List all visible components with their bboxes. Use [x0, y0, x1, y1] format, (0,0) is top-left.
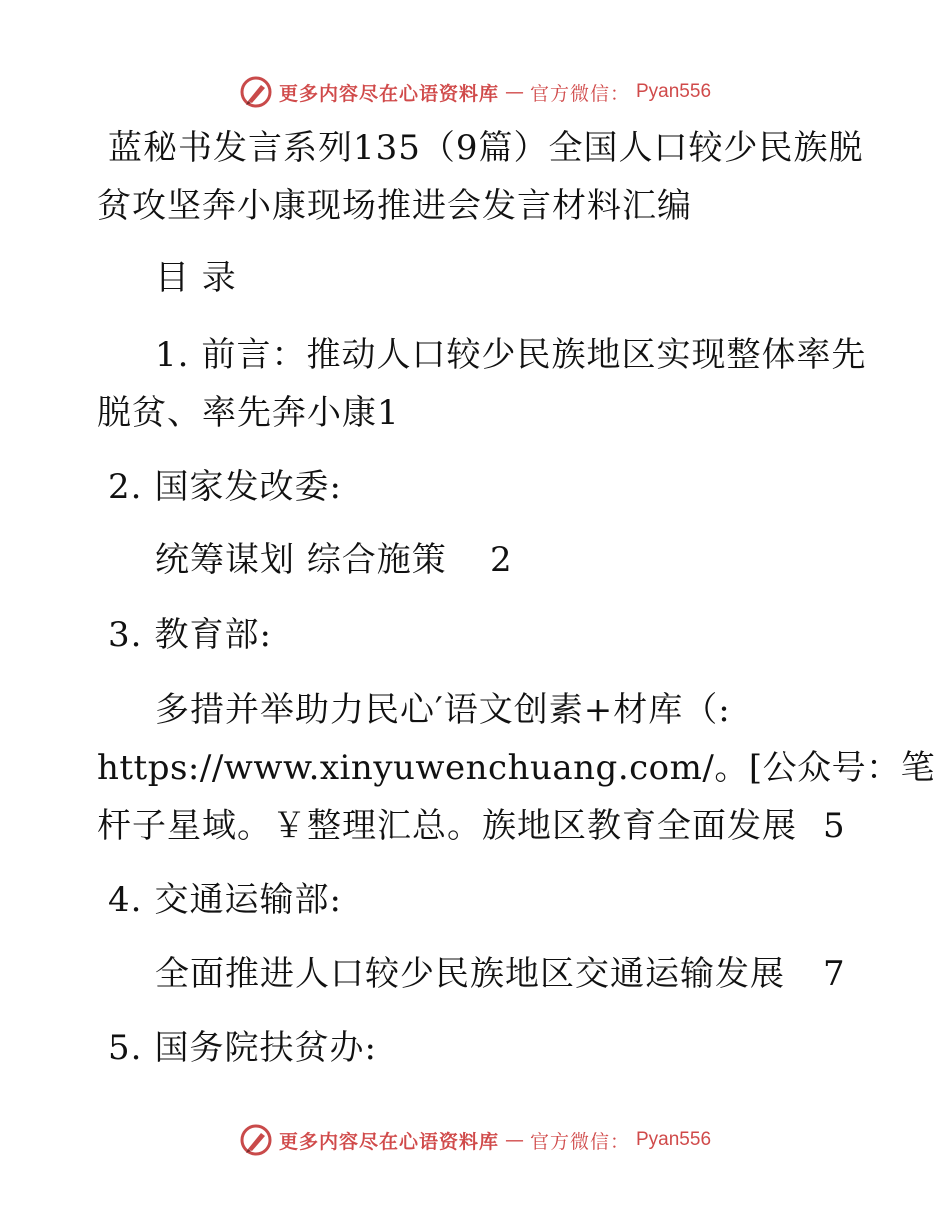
- toc-entry-2-org: [108, 467, 342, 507]
- banner-wechat-id: Pyan556: [636, 81, 712, 102]
- toc-entry-org: 国家发改委:: [154, 467, 342, 507]
- toc-entry-org: 国务院扶贫办:: [154, 1028, 377, 1068]
- toc-entry-page-number: 5: [823, 806, 846, 846]
- pen-logo-icon: [239, 1123, 273, 1157]
- toc-heading: 目 录: [155, 258, 237, 298]
- toc-entry-1-line-1: [155, 335, 866, 375]
- toc-entry-text: 前言：推动人口较少民族地区实现整体率先: [201, 335, 867, 375]
- toc-entry-org: 教育部:: [154, 615, 272, 655]
- banner-main-text: 更多内容尽在心语资料库: [278, 1130, 499, 1153]
- banner-main-text: 更多内容尽在心语资料库: [278, 82, 499, 105]
- toc-entry-number: 2.: [108, 467, 143, 507]
- pen-logo-icon: [239, 75, 273, 109]
- toc-entry-number: 5.: [108, 1028, 143, 1068]
- banner-wechat-label: 官方微信：: [529, 82, 630, 105]
- document-title-line-2: 贫攻坚奔小康现场推进会发言材料汇编: [97, 186, 692, 226]
- watermark-banner-bottom: [0, 1120, 950, 1160]
- banner-wechat-label: 官方微信：: [529, 1130, 630, 1153]
- toc-entry-3-item-line-1: 多措并举助力民心′语文创素+材库（:: [155, 690, 731, 730]
- toc-entry-2-item: [155, 540, 815, 580]
- banner-dash: —: [504, 1129, 524, 1151]
- watermark-banner-top: [0, 72, 950, 112]
- toc-entry-page-number: 7: [823, 954, 846, 994]
- toc-entry-3-item-line-2: https://www.xinyuwenchuang.com/。[公众号：笔: [97, 748, 936, 788]
- toc-entry-3-org: [108, 615, 272, 655]
- toc-entry-number: 1.: [155, 335, 190, 375]
- toc-entry-number: 3.: [108, 615, 143, 655]
- toc-entry-page-number: 2: [490, 540, 513, 580]
- toc-entry-item: 杆子星域。￥整理汇总。族地区教育全面发展: [97, 806, 797, 846]
- toc-entry-4-org: [108, 880, 342, 920]
- banner-wechat-id: Pyan556: [636, 1129, 712, 1150]
- toc-entry-org: 交通运输部:: [154, 880, 342, 920]
- toc-entry-1-line-2: 脱贫、率先奔小康1: [97, 393, 400, 433]
- toc-entry-5-org: [108, 1028, 377, 1068]
- toc-entry-number: 4.: [108, 880, 143, 920]
- toc-entry-4-item: [155, 954, 855, 994]
- toc-entry-item: 全面推进人口较少民族地区交通运输发展: [155, 954, 785, 994]
- document-title-line-1: 蓝秘书发言系列135（9篇）全国人口较少民族脱: [108, 128, 864, 168]
- banner-dash: —: [504, 81, 524, 103]
- toc-entry-3-item-line-3: [97, 806, 857, 846]
- toc-entry-item: 统筹谋划 综合施策: [155, 540, 447, 580]
